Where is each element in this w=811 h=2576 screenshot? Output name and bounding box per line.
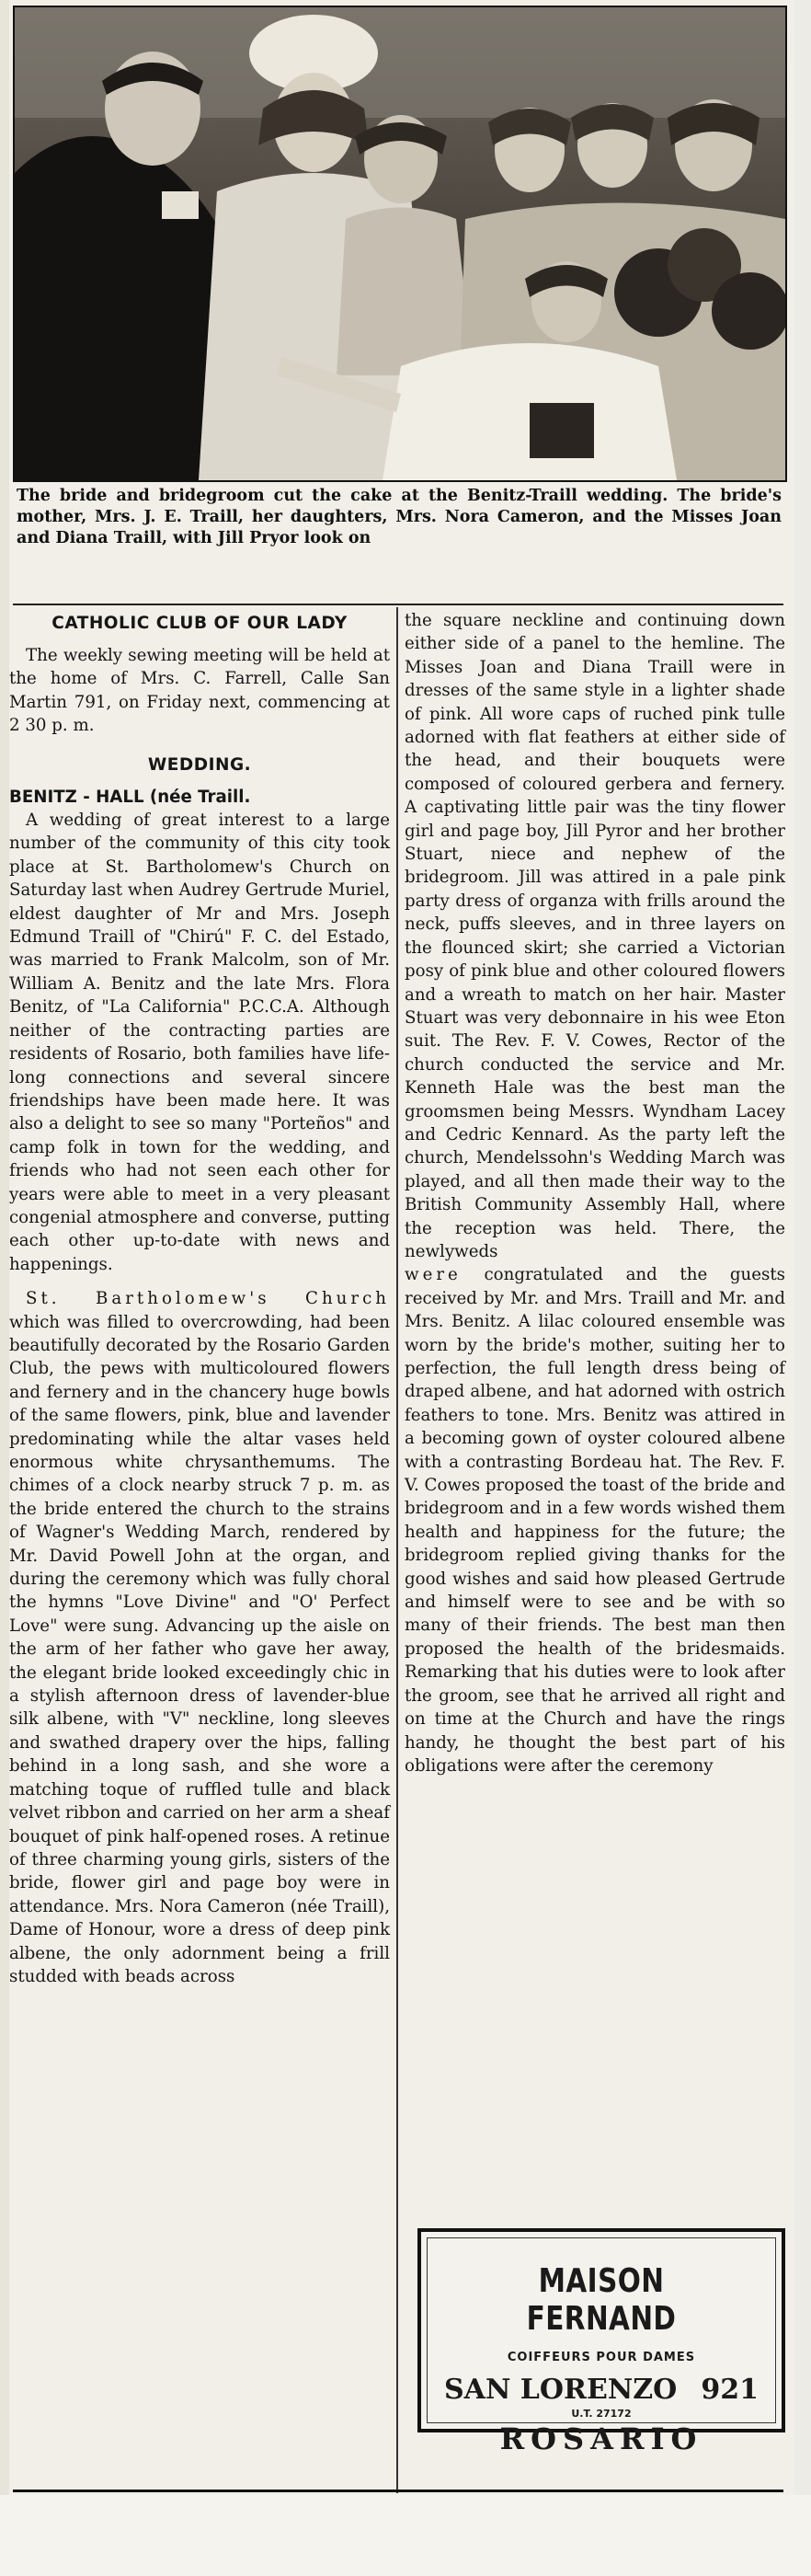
left-paper-edge	[0, 0, 9, 2495]
club-heading: CATHOLIC CLUB OF OUR LADY	[51, 614, 348, 633]
wedding-paragraph-2-text: which was filled to overcrowding, had been beautifully decorated by the Rosario Garden Club, the pews with multicoloured flowers and fernery and in the chancery huge bowls of the same flowers, pink, blue and lavender predominating while the altar vases held enormous white chrysanthemums. The chimes of a clock nearby struck 7 p. m. as the bride entered the church to the strains of Wagner's Wedding March, rendered by Mr. David Powell John at the organ, and during the ceremony which was fully choral the hymns "Love Divine" and "O' Perfect Love" were sung. Advancing up the aisle on the arm of her father who gave her away, the elegant bride looked exceedingly chic in a stylish afternoon dress of lavender-blue silk albene, with "V" neckline, long sleeves and swathed drapery over the hips, falling behind in a long sash, and she wore a matching toque of ruffled tulle and black velvet ribbon and carried on her arm a sheaf bouquet of pink half-opened roses. A retinue of three charming young girls, sisters of the bride, flower girl and page boy were in attendance. Mrs. Nora Cameron (née Traill), Dame of Honour, wore a dress of deep pink albene, the only adornment being a frill studded with beads across	[9, 1312, 390, 1986]
wedding-photo-image	[15, 7, 785, 480]
advert-inner-border	[427, 2237, 776, 2456]
right-column	[405, 609, 785, 1777]
church-name-spaced: St. Bartholomew's Church	[26, 1289, 390, 1309]
advert-city: ROSARIO	[499, 2421, 703, 2456]
clipping-bottom-rule	[13, 2490, 783, 2492]
advert-address	[428, 2374, 775, 2406]
wedding-paragraph-2	[9, 1287, 390, 1988]
advert-street: SAN LORENZO	[444, 2374, 678, 2406]
were-spaced: were	[405, 1265, 462, 1285]
caption-rule	[13, 604, 783, 605]
club-paragraph: The weekly sewing meeting will be held at the home of Mrs. C. Farrell, Calle San Martin 791, on Friday next, commencing at 2 30 p. m.	[9, 646, 390, 736]
advert-business-name: MAISON FERNAND	[526, 2262, 677, 2338]
wedding-subheading: BENITZ - HALL (née Traill.	[9, 787, 251, 807]
advert-street-number: 921	[701, 2374, 759, 2406]
right-paragraph-2-text: congratulated and the guests received by Mr. and Mrs. Traill and Mr. and Mrs. Benitz. A lilac coloured ensemble was worn by the bride's mother, suiting her to perfection, the full length dress being of draped albene, and hat adorned with ostrich feathers to tone. Mrs. Benitz was attired in a becoming gown of oyster coloured albene with a contrasting Bordeau hat. The Rev. F. V. Cowes proposed the toast of the bride and bridegroom and in a few words wished them health and happiness for the future; the bridegroom replied giving thanks for the good wishes and said how pleased Gertrude and himself were to see and be with so many of their friends. The best man then proposed the health of the bridesmaids. Remarking that his duties were to look after the groom, see that he arrived all right and on time at the Church and have the rings handy, he thought the best part of his obligations were after the ceremony	[405, 1265, 785, 1776]
left-column	[9, 609, 390, 1988]
right-paragraph-2	[405, 1263, 785, 1777]
photo-caption: The bride and bridegroom cut the cake at the Benitz-Traill wedding. The bride's mother, Mrs. J. E. Traill, her daughters, Mrs. Nora Cameron, and the Misses Joan and Diana Traill, with Jill Pryor look on	[17, 487, 782, 547]
bottom-margin	[0, 2495, 811, 2576]
wedding-heading: WEDDING.	[147, 754, 252, 775]
advert-subtitle: COIFFEURS POUR DAMES	[507, 2351, 696, 2364]
right-paper-edge	[794, 0, 811, 2495]
right-paragraph-1: the square neckline and continuing down either side of a panel to the hemline. The Misses Joan and Diana Traill were in dresses of the same style in a lighter shade of pink. All wore caps of ruched pink tulle adorned with flat feathers at either side of the head, and their bouquets were composed of coloured gerbera and fernery. A captivating little pair was the tiny flower girl and page boy, Jill Pyror and her brother Stuart, niece and nephew of the bridegroom. Jill was attired in a pale pink party dress of organza with frills around the neck, puffs sleeves, and in three layers on the flounced skirt; she carried a Victorian posy of pink blue and other coloured flowers and a wreath to match on her hair. Master Stuart was very debonnaire in his wee Eton suit. The Rev. F. V. Cowes, Rector of the church conducted the service and Mr. Kenneth Hale was the best man the groomsmen being Messrs. Wyndham Lacey and Cedric Kennard. As the party left the church, Mendelssohn's Wedding March was played, and all then made their way to the British Community Assembly Hall, where the reception was held. There, the newlyweds	[405, 611, 785, 1261]
wedding-photograph	[13, 6, 787, 482]
column-rule	[396, 607, 398, 2493]
maison-fernand-advert	[417, 2228, 785, 2456]
wedding-paragraph-1: A wedding of great interest to a large number of the community of this city took place at St. Bartholomew's Church on Saturday last when Audrey Gertrude Muriel, eldest daughter of Mr and Mrs. Joseph Edmund Traill of "Chirú" F. C. del Estado, was married to Frank Malcolm, son of Mr. William A. Benitz and the late Mrs. Flora Benitz, of "La California" P.C.C.A. Although neither of the contracting parties are residents of Rosario, both families have life-long connections and several sincere friendships have been made here. It was also a delight to see so many "Porteños" and camp folk in town for the wedding, and friends who had not seen each other for years were able to meet in a very pleasant congenial atmosphere and converse, putting each other up-to-date with news and happenings.	[9, 811, 390, 1274]
advert-telephone: U.T. 27172	[571, 2408, 632, 2420]
